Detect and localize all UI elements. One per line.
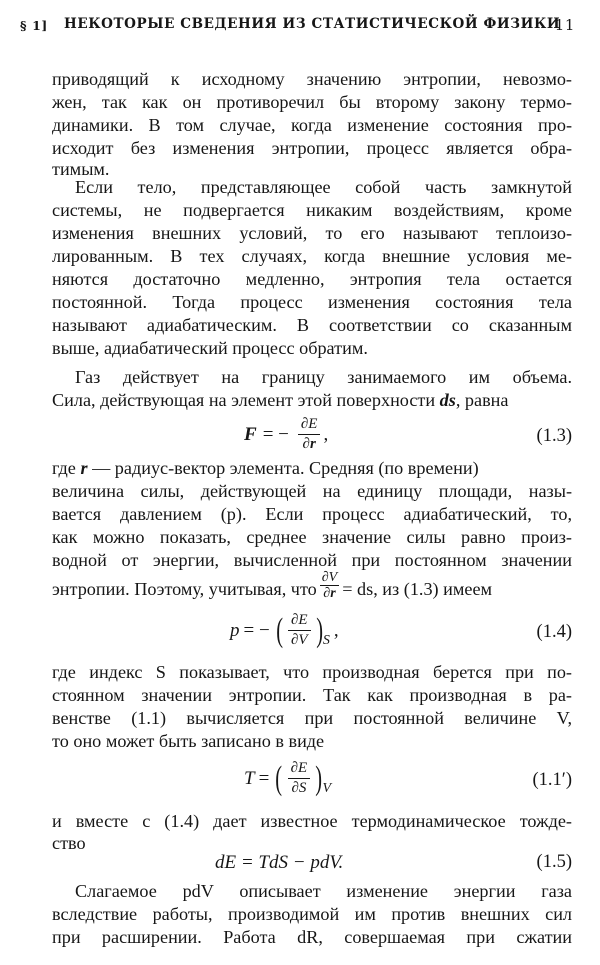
fraction <box>288 612 311 649</box>
text-line: называют адиабатическим. В соответствии со сказанным <box>52 315 572 335</box>
text-fragment: Сила, действующая на элемент этой поверхности <box>52 390 436 410</box>
numerator: ∂E <box>288 760 311 779</box>
page-number: 11 <box>554 16 575 34</box>
text-line: жен, так как он противоречил бы второму закону термо- <box>52 92 572 112</box>
text-fragment: энтропии. Поэтому, учитывая, что <box>52 579 317 599</box>
numerator: ∂E <box>298 416 321 435</box>
math-r: r <box>80 458 88 478</box>
eq-lhs: T <box>244 767 255 789</box>
denominator: ∂S <box>291 780 307 796</box>
text-line: лированным. В тех случаях, когда внешние условия ме- <box>52 246 572 266</box>
eq-operator: = − <box>243 619 270 641</box>
denominator: ∂r <box>323 585 336 601</box>
eq-body: dE = TdS − pdV. <box>215 852 344 873</box>
equation-number: (1.1′) <box>532 770 572 790</box>
right-paren: ) <box>315 759 323 797</box>
equation-number: (1.3) <box>536 426 572 446</box>
text-fragment: = ds, из (1.3) имеем <box>342 579 493 599</box>
text-line <box>52 457 572 479</box>
equation-1-1-prime <box>52 756 572 806</box>
eq-trail: , <box>333 619 339 641</box>
running-head <box>20 16 575 40</box>
right-paren: ) <box>315 611 323 649</box>
text-line: как можно показать, среднее значение силы равно произ- <box>52 527 572 547</box>
eq-lhs: p <box>230 619 240 641</box>
text-fragment: где <box>52 458 76 478</box>
text-line: вается давлением (p). Если процесс адиабатический, то, <box>52 504 572 524</box>
text-line: и вместе с (1.4) дает известное термодинамическое тожде- <box>52 811 572 831</box>
text-line: динамики. В том случае, когда изменение состояния про- <box>52 115 572 135</box>
text-fragment: — радиус-вектор элемента. Средняя (по времени) <box>92 458 479 478</box>
text-line: няются достаточно медленно, энтропия тела остается <box>52 269 572 289</box>
text-line: приводящий к исходному значению энтропии, невозмо- <box>52 69 572 89</box>
text-line: то оно может быть записано в виде <box>52 731 325 751</box>
fraction <box>298 416 321 453</box>
subscript: V <box>322 780 332 796</box>
text-line: Слагаемое pdV описывает изменение энергии газа <box>75 881 572 901</box>
section-marker: § 1] <box>20 18 48 33</box>
text-line: выше, адиабатический процесс обратим. <box>52 338 368 358</box>
text-line: венстве (1.1) вычисляется при постоянной величине V, <box>52 708 572 728</box>
text-line: системы, не подвергается никаким воздействиям, кроме <box>52 200 572 220</box>
fraction <box>288 760 311 797</box>
numerator: ∂V <box>321 569 338 585</box>
text-fragment: , равна <box>455 390 509 410</box>
left-paren: ( <box>275 611 283 649</box>
text-line: вследствие работы, производимой им против внешних сил <box>52 904 572 924</box>
text-line: стоянном значении энтропии. Так как производная в ра- <box>52 685 572 705</box>
equation-1-4 <box>52 612 572 658</box>
text-line: где индекс S показывает, что производная берется при по- <box>52 662 572 682</box>
text-line <box>52 569 572 604</box>
text-line: водной от энергии, вычисленной при постоянном значении <box>52 550 572 570</box>
math-ds: ds <box>439 390 456 410</box>
eq-operator: = <box>258 767 270 789</box>
text-line: Если тело, представляющее собой часть замкнутой <box>75 177 572 197</box>
eq-operator: = − <box>262 423 289 445</box>
equation-1-3 <box>52 414 572 458</box>
eq-lhs: F <box>244 423 257 445</box>
equation-1-5 <box>52 848 572 878</box>
text-line: исходит без изменения энтропии, процесс является обра- <box>52 138 572 158</box>
text-line: Газ действует на границу занимаемого им объема. <box>75 367 572 387</box>
text-line: ство <box>52 833 86 853</box>
chapter-title: НЕКОТОРЫЕ СВЕДЕНИЯ ИЗ СТАТИСТИЧЕСКОЙ ФИЗИКИ <box>64 16 561 32</box>
denominator: ∂r <box>302 436 316 452</box>
equation-number: (1.4) <box>536 622 572 642</box>
text-line: изменения внешних условий, то его называют теплоизо- <box>52 223 572 243</box>
text-line: тимым. <box>52 159 110 179</box>
text-line: постоянной. Тогда процесс изменения состояния тела <box>52 292 572 312</box>
subscript: S <box>322 632 330 648</box>
eq-trail: , <box>323 423 329 445</box>
text-line <box>52 389 572 411</box>
denominator: ∂V <box>291 632 308 648</box>
numerator: ∂E <box>288 612 311 631</box>
text-line: величина силы, действующей на единицу площади, назы- <box>52 481 572 501</box>
left-paren: ( <box>275 759 283 797</box>
equation-number: (1.5) <box>536 852 572 872</box>
text-line: при расширении. Работа dR, совершаемая при сжатии <box>52 927 572 947</box>
inline-fraction <box>320 570 339 601</box>
